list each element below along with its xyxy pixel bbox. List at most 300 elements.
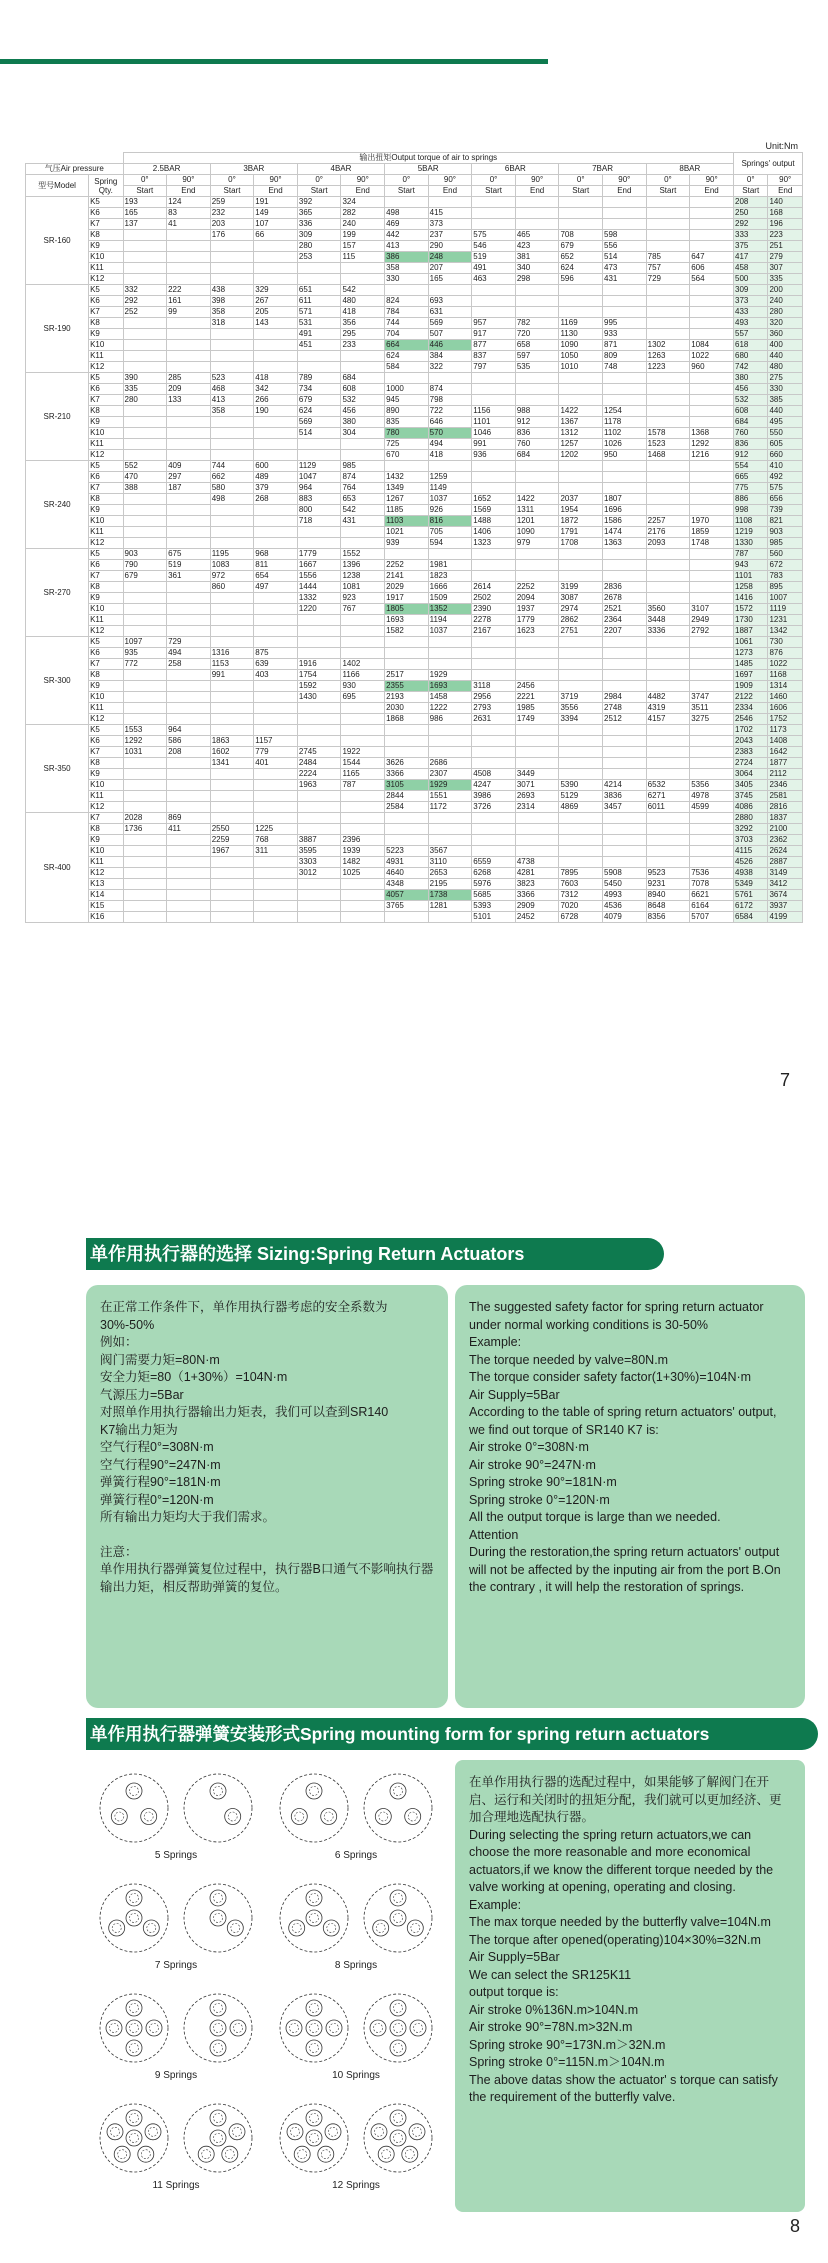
torque-cell [515,483,559,494]
torque-cell: 912 [515,417,559,428]
torque-cell [472,824,516,835]
torque-cell: 2314 [515,802,559,813]
torque-cell: 1102 [603,428,647,439]
torque-cell: 356 [341,318,385,329]
torque-cell: 734 [297,384,341,395]
torque-cell: 133 [167,395,211,406]
torque-cell: 3511 [690,703,734,714]
torque-cell: 3149 [768,868,803,879]
torque-cell [254,714,298,725]
torque-cell: 1156 [472,406,516,417]
torque-cell [690,472,734,483]
torque-cell: 748 [603,362,647,373]
model-cell: SR-400 [26,813,89,923]
torque-cell [515,824,559,835]
torque-cell [603,648,647,659]
torque-cell: 200 [768,285,803,296]
torque-cell: 307 [768,263,803,274]
torque-cell: 968 [254,549,298,560]
spring-diagram-9 [86,1988,266,2098]
torque-cell [472,560,516,571]
torque-cell [472,648,516,659]
spring-diagram-6 [266,1768,446,1878]
torque-cell: 375 [734,241,768,252]
torque-cell [210,516,254,527]
torque-cell: 3726 [472,802,516,813]
torque-cell: 704 [385,329,429,340]
torque-cell: 400 [768,340,803,351]
model-cell: SR-350 [26,725,89,813]
torque-cell: 2195 [428,879,472,890]
torque-cell: 433 [734,307,768,318]
torque-cell: 1779 [297,549,341,560]
table-row [26,593,803,604]
torque-cell: 140 [768,197,803,208]
table-row [26,527,803,538]
torque-cell [385,912,429,923]
torque-cell: 797 [472,362,516,373]
torque-cell [646,824,690,835]
spring-circle [306,2040,322,2056]
torque-cell: 413 [385,241,429,252]
pressure-header: 5BAR [385,164,472,175]
torque-cell [167,692,211,703]
table-row [26,692,803,703]
spring-qty-cell: K8 [89,406,123,417]
torque-cell: 3703 [734,835,768,846]
spring-qty-cell: K12 [89,538,123,549]
torque-cell: 1592 [297,681,341,692]
spring-qty-cell: K6 [89,384,123,395]
torque-cell: 816 [428,516,472,527]
torque-cell [646,648,690,659]
spring-circle [210,2000,226,2016]
torque-cell: 3292 [734,824,768,835]
torque-cell [210,274,254,285]
torque-cell: 4482 [646,692,690,703]
torque-cell [690,725,734,736]
torque-cell: 500 [734,274,768,285]
torque-cell: 330 [768,384,803,395]
torque-cell: 876 [768,648,803,659]
torque-cell: 2176 [646,527,690,538]
torque-cell: 2257 [646,516,690,527]
torque-cell: 985 [341,461,385,472]
spring-qty-cell: K6 [89,472,123,483]
torque-cell: 1341 [210,758,254,769]
torque-cell: 495 [768,417,803,428]
spring-circle [390,2040,406,2056]
spring-layout-icon [86,1878,266,1958]
paragraph: The suggested safety factor for spring return actuator under normal working conditions is 30-50% [469,1300,764,1332]
paragraph: 所有输出力矩均大于我们需求。 [100,1510,276,1524]
table-row [26,560,803,571]
paragraph: The torque needed by valve=80N.m [469,1352,669,1367]
torque-cell: 1929 [428,780,472,791]
torque-cell: 684 [734,417,768,428]
torque-cell [646,758,690,769]
torque-cell: 912 [734,450,768,461]
torque-cell: 2974 [559,604,603,615]
spring-circle [210,1910,226,1926]
torque-cell [385,659,429,670]
torque-cell [254,868,298,879]
torque-cell [341,824,385,835]
torque-cell [646,637,690,648]
torque-cell [123,516,167,527]
torque-cell: 292 [123,296,167,307]
torque-cell [123,340,167,351]
torque-cell: 2307 [428,769,472,780]
spring-circle [210,2110,226,2126]
torque-cell: 1939 [341,846,385,857]
torque-cell: 556 [603,241,647,252]
torque-cell [646,593,690,604]
torque-cell: 631 [428,307,472,318]
table-row [26,252,803,263]
torque-cell [646,769,690,780]
torque-cell: 208 [734,197,768,208]
torque-cell: 1367 [559,417,603,428]
paragraph: 空气行程0°=308N·m [100,1440,214,1454]
torque-cell: 494 [167,648,211,659]
torque-cell: 580 [210,483,254,494]
torque-cell [472,208,516,219]
torque-cell [428,835,472,846]
torque-cell: 2094 [515,593,559,604]
torque-cell: 2383 [734,747,768,758]
torque-cell: 730 [768,637,803,648]
table-row [26,516,803,527]
torque-cell: 1166 [341,670,385,681]
torque-cell: 1222 [428,703,472,714]
torque-cell: 654 [254,571,298,582]
torque-cell: 137 [123,219,167,230]
torque-cell [690,846,734,857]
torque-cell: 836 [515,428,559,439]
spring-diagram-8 [266,1878,446,1988]
torque-cell [167,890,211,901]
torque-cell [167,604,211,615]
spring-qty-cell: K6 [89,736,123,747]
torque-cell: 531 [297,318,341,329]
torque-cell: 7312 [559,890,603,901]
torque-cell [472,725,516,736]
torque-cell [472,219,516,230]
spring-circle [390,1910,406,1926]
torque-cell: 1046 [472,428,516,439]
torque-cell: 5761 [734,890,768,901]
torque-cell [559,483,603,494]
torque-cell: 2984 [603,692,647,703]
torque-cell [167,340,211,351]
torque-cell [690,648,734,659]
torque-cell: 744 [210,461,254,472]
torque-cell: 535 [515,362,559,373]
torque-cell [515,472,559,483]
torque-cell [341,450,385,461]
pressure-header: 4BAR [297,164,384,175]
torque-cell: 624 [385,351,429,362]
torque-cell [123,230,167,241]
torque-cell [646,681,690,692]
torque-cell [210,351,254,362]
torque-cell [603,857,647,868]
torque-cell [123,692,167,703]
paragraph: 单作用执行器弹簧复位过程中，执行器B口通气不影响执行器输出力矩，相反帮助弹簧的复位。 [100,1562,434,1594]
spring-qty-cell: K9 [89,835,123,846]
spring-qty-label: Spring Qty. [89,175,123,197]
torque-cell: 1402 [341,659,385,670]
torque-cell: 470 [123,472,167,483]
torque-cell: 2512 [603,714,647,725]
torque-cell: 1749 [515,714,559,725]
torque-cell [123,626,167,637]
torque-cell: 3412 [768,879,803,890]
torque-cell [646,307,690,318]
table-row [26,549,803,560]
torque-cell: 608 [341,384,385,395]
torque-cell: 787 [734,549,768,560]
torque-cell [341,648,385,659]
torque-cell [515,813,559,824]
torque-cell: 1602 [210,747,254,758]
torque-cell: 1031 [123,747,167,758]
torque-cell: 1311 [515,505,559,516]
torque-cell: 4214 [603,780,647,791]
spring-qty-cell: K11 [89,263,123,274]
torque-cell: 458 [734,263,768,274]
torque-cell: 960 [690,362,734,373]
torque-cell [167,428,211,439]
torque-cell: 1738 [428,890,472,901]
paragraph: Air Supply=5Bar [469,1950,560,1964]
torque-cell: 772 [123,659,167,670]
torque-cell [646,219,690,230]
torque-cell [385,747,429,758]
torque-cell [210,637,254,648]
paragraph: Spring stroke 90°=181N·m [469,1475,617,1489]
spring-count-label: 12 Springs [332,2180,380,2191]
torque-cell: 320 [768,318,803,329]
mounting-text-box [455,1760,805,2212]
torque-cell: 115 [341,252,385,263]
torque-cell: 3765 [385,901,429,912]
torque-cell [297,824,341,835]
torque-cell [690,307,734,318]
torque-cell: 222 [167,285,211,296]
torque-cell: 297 [167,472,211,483]
spring-qty-cell: K11 [89,857,123,868]
torque-cell [210,725,254,736]
torque-cell: 2584 [385,802,429,813]
torque-cell [472,813,516,824]
torque-cell: 1872 [559,516,603,527]
torque-cell: 608 [734,406,768,417]
torque-cell [210,538,254,549]
torque-cell: 542 [341,285,385,296]
torque-cell [297,912,341,923]
torque-cell [210,780,254,791]
torque-cell [559,560,603,571]
torque-cell: 365 [297,208,341,219]
torque-cell [515,384,559,395]
torque-cell [254,505,298,516]
torque-cell: 5349 [734,879,768,890]
spring-qty-cell: K11 [89,527,123,538]
torque-cell [167,835,211,846]
torque-cell: 1430 [297,692,341,703]
torque-cell [167,494,211,505]
torque-cell: 1352 [428,604,472,615]
torque-cell: 660 [768,450,803,461]
torque-cell: 1061 [734,637,768,648]
torque-cell: 1254 [603,406,647,417]
torque-cell: 4057 [385,890,429,901]
torque-cell: 381 [515,252,559,263]
table-row [26,703,803,714]
torque-cell: 597 [515,351,559,362]
torque-cell [603,296,647,307]
spring-circle [291,1809,307,1825]
torque-cell: 1837 [768,813,803,824]
torque-cell: 3595 [297,846,341,857]
torque-cell: 322 [428,362,472,373]
torque-cell [167,516,211,527]
torque-cell: 1444 [297,582,341,593]
spring-diagram-5 [86,1768,266,1878]
torque-cell [167,362,211,373]
torque-cell [472,670,516,681]
torque-cell: 268 [254,494,298,505]
torque-cell [646,494,690,505]
torque-cell [167,901,211,912]
torque-cell: 1642 [768,747,803,758]
torque-cell: 1103 [385,516,429,527]
spring-circle [145,2124,161,2140]
torque-cell: 917 [472,329,516,340]
torque-cell [472,846,516,857]
spring-qty-cell: K6 [89,648,123,659]
torque-cell: 1129 [297,461,341,472]
torque-cell [515,637,559,648]
torque-cell: 2653 [428,868,472,879]
spring-circle [222,2146,238,2162]
torque-cell: 157 [341,241,385,252]
torque-cell: 575 [768,483,803,494]
torque-cell [385,461,429,472]
torque-cell [428,912,472,923]
torque-cell [603,659,647,670]
torque-cell: 1696 [603,505,647,516]
torque-cell [123,714,167,725]
torque-cell [646,736,690,747]
torque-cell: 240 [341,219,385,230]
torque-cell: 492 [768,472,803,483]
start-header: Start [385,186,429,197]
torque-cell [341,912,385,923]
torque-cell: 280 [768,307,803,318]
torque-cell [472,197,516,208]
spring-count-label: 6 Springs [334,1850,378,1861]
spring-circle [306,2000,322,2016]
torque-cell: 809 [603,351,647,362]
torque-cell: 290 [428,241,472,252]
torque-cell [210,450,254,461]
end-header: End [254,186,298,197]
torque-cell [297,879,341,890]
paragraph: output torque is: [469,1985,559,1999]
spring-qty-cell: K13 [89,879,123,890]
spring-circle [390,2110,406,2126]
spring-qty-cell: K10 [89,692,123,703]
torque-cell [167,681,211,692]
torque-cell [341,615,385,626]
spring-qty-cell: K7 [89,307,123,318]
torque-cell [385,824,429,835]
torque-cell [297,450,341,461]
table-row [26,219,803,230]
spring-circle [306,1910,322,1926]
torque-cell: 4931 [385,857,429,868]
model-cell: SR-190 [26,285,89,373]
table-row [26,494,803,505]
torque-cell [515,461,559,472]
torque-cell [254,252,298,263]
torque-cell [559,736,603,747]
torque-cell [559,571,603,582]
torque-cell: 2112 [768,769,803,780]
torque-cell [559,197,603,208]
torque-cell: 3405 [734,780,768,791]
torque-cell: 187 [167,483,211,494]
torque-cell [123,494,167,505]
torque-cell [341,703,385,714]
torque-cell: 739 [768,505,803,516]
torque-cell: 586 [167,736,211,747]
torque-cell [472,307,516,318]
torque-cell [428,736,472,747]
torque-cell [297,703,341,714]
torque-cell: 275 [768,373,803,384]
spring-qty-cell: K7 [89,659,123,670]
torque-cell: 335 [123,384,167,395]
torque-cell: 651 [297,285,341,296]
torque-cell: 8356 [646,912,690,923]
torque-cell [167,714,211,725]
torque-cell [167,406,211,417]
torque-cell: 1314 [768,681,803,692]
spring-qty-cell: K6 [89,208,123,219]
torque-cell: 1090 [559,340,603,351]
spring-circle [306,2130,322,2146]
torque-cell [254,428,298,439]
torque-cell [603,208,647,219]
pressure-header: 8BAR [646,164,733,175]
torque-cell [123,263,167,274]
torque-cell [690,230,734,241]
torque-cell: 519 [167,560,211,571]
torque-cell: 491 [472,263,516,274]
torque-cell: 875 [254,648,298,659]
torque-cell: 1406 [472,527,516,538]
torque-cell [341,791,385,802]
torque-cell [646,835,690,846]
torque-cell [210,626,254,637]
torque-cell [515,648,559,659]
torque-cell: 2221 [515,692,559,703]
angle-header: 90° [768,175,803,186]
